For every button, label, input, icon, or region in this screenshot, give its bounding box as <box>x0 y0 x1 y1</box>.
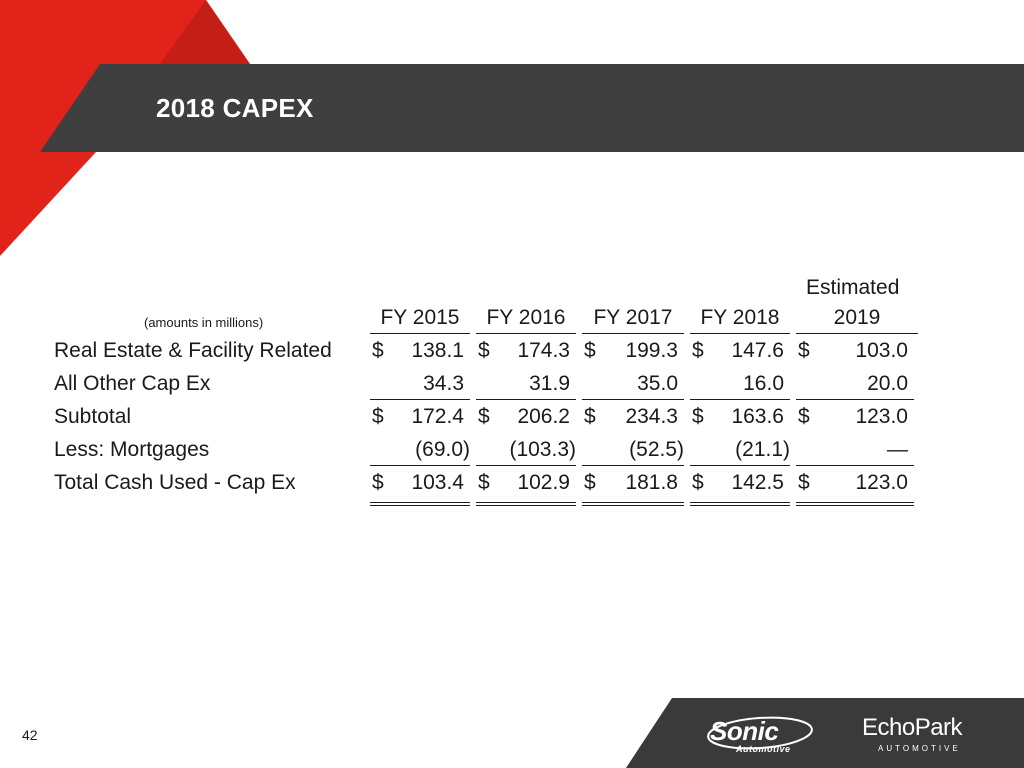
cell-value: 34.3 <box>423 372 464 395</box>
currency-symbol: $ <box>798 405 810 428</box>
currency-symbol: $ <box>584 471 596 494</box>
currency-symbol: $ <box>798 339 810 362</box>
cell-value: (103.3) <box>509 438 576 461</box>
cell-value: 102.9 <box>517 471 570 494</box>
cell-value: 147.6 <box>731 339 784 362</box>
column-header-fy2016: FY 2016 <box>476 307 576 334</box>
currency-symbol: $ <box>798 471 810 494</box>
cell-value: 138.1 <box>411 339 464 362</box>
currency-symbol: $ <box>478 471 490 494</box>
cell-value: 103.4 <box>411 471 464 494</box>
page-number: 42 <box>22 727 38 743</box>
units-note: (amounts in millions) <box>144 315 264 330</box>
cell-value: 163.6 <box>731 405 784 428</box>
currency-symbol: $ <box>372 339 384 362</box>
page-title: 2018 CAPEX <box>156 93 314 123</box>
cell-value: 172.4 <box>411 405 464 428</box>
cell-value: 123.0 <box>855 471 908 494</box>
column-header-2019: 2019 <box>796 307 918 334</box>
currency-symbol: $ <box>584 339 596 362</box>
cell-value: 181.8 <box>625 471 678 494</box>
cell-value: — <box>887 438 908 461</box>
currency-symbol: $ <box>478 339 490 362</box>
row-label-all-other: All Other Cap Ex <box>54 372 211 395</box>
cell-value: 31.9 <box>529 372 570 395</box>
row-label-subtotal: Subtotal <box>54 405 132 428</box>
column-header-fy2015: FY 2015 <box>370 307 470 334</box>
cell-value: 199.3 <box>625 339 678 362</box>
sonic-automotive-logo-sub: Automotive <box>736 744 791 754</box>
cell-value: 234.3 <box>625 405 678 428</box>
currency-symbol: $ <box>478 405 490 428</box>
cell-value: 16.0 <box>743 372 784 395</box>
column-header-fy2017: FY 2017 <box>582 307 684 334</box>
currency-symbol: $ <box>372 405 384 428</box>
currency-symbol: $ <box>692 339 704 362</box>
cell-value: (69.0) <box>415 438 470 461</box>
sonic-automotive-logo: Sonic <box>710 716 779 746</box>
cell-value: 123.0 <box>855 405 908 428</box>
echopark-logo-sub: AUTOMOTIVE <box>878 744 961 753</box>
row-label-total: Total Cash Used - Cap Ex <box>54 471 296 494</box>
currency-symbol: $ <box>692 471 704 494</box>
cell-value: 35.0 <box>637 372 678 395</box>
currency-symbol: $ <box>692 405 704 428</box>
cell-value: (52.5) <box>629 438 684 461</box>
cell-value: (21.1) <box>735 438 790 461</box>
row-label-real-estate: Real Estate & Facility Related <box>54 339 332 362</box>
column-header-fy2018: FY 2018 <box>690 307 790 334</box>
currency-symbol: $ <box>584 405 596 428</box>
cell-value: 103.0 <box>855 339 908 362</box>
estimated-label: Estimated <box>806 276 900 299</box>
currency-symbol: $ <box>372 471 384 494</box>
cell-value: 20.0 <box>867 372 908 395</box>
row-label-mortgages: Less: Mortgages <box>54 438 210 461</box>
cell-value: 174.3 <box>517 339 570 362</box>
echopark-logo: EchoPark <box>862 714 963 741</box>
cell-value: 206.2 <box>517 405 570 428</box>
cell-value: 142.5 <box>731 471 784 494</box>
